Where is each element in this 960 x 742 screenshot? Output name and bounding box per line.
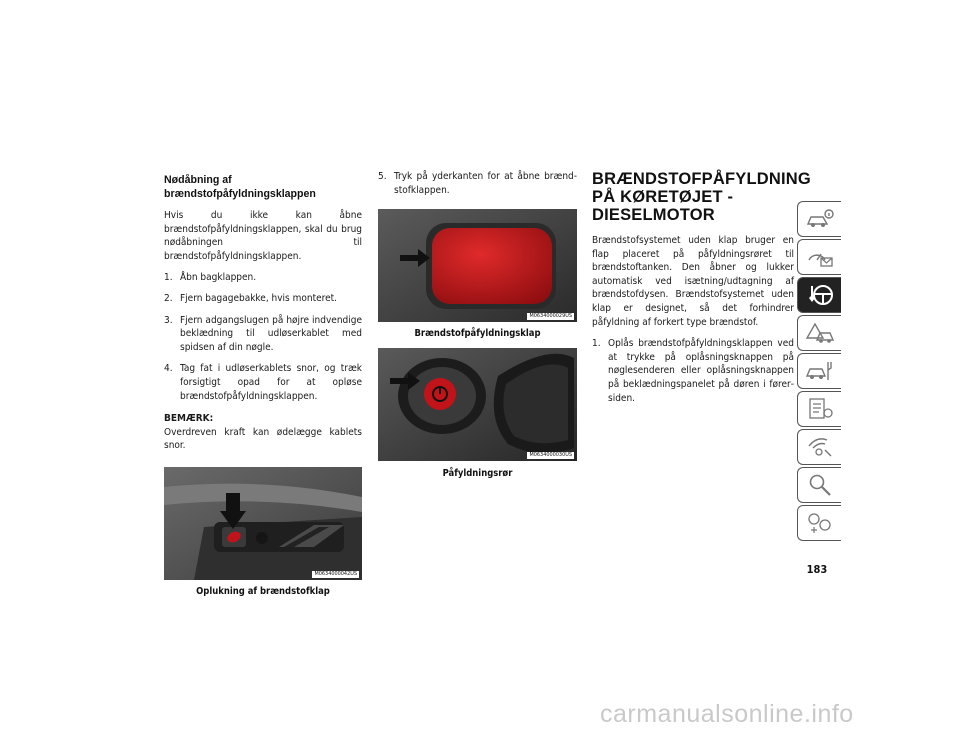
tab-car-info[interactable] (797, 201, 841, 237)
image-code: M0634000030US (529, 452, 572, 459)
column-middle (378, 170, 577, 480)
language-index-icon (805, 510, 835, 536)
list-item: 2. Fjern bagagebakke, hvis monteret. (164, 292, 338, 304)
section-subheading: Nødåbning af brændstofpåfyldningsklappen (164, 174, 316, 200)
magnifier-icon (805, 472, 835, 498)
filler-neck-photo (378, 348, 577, 461)
section-title: BRÆNDSTOFPÅFYLDNING PÅ KØRETØJET - DIESELMOTOR (592, 170, 811, 224)
image-code: M0634000042US (314, 570, 357, 577)
fuel-release-illustration (164, 467, 362, 580)
steering-wheel-icon (805, 282, 835, 308)
image-caption: Påfyldningsrør (442, 468, 513, 480)
chapter-tabs (797, 201, 841, 543)
tab-emergency[interactable] (797, 315, 841, 351)
page-number: 183 (806, 563, 828, 576)
column-right (592, 170, 811, 405)
image-code: M0634000029US (529, 313, 572, 320)
warning-car-icon (805, 320, 835, 346)
column-left (164, 173, 362, 598)
note-label: BEMÆRK: (164, 413, 214, 425)
note-text: Overdreven kraft kan ødelægge kablets snor. (164, 426, 362, 452)
tab-multimedia[interactable] (797, 429, 841, 465)
list-item: 1. Oplås brændstofpåfyldningsklappen ved at trykke på oplåsningsknappen på nøglesenderen eller oplåsningsknappen på beklædningspanelet på døren i førersiden. (592, 338, 794, 404)
tab-language-index[interactable] (797, 505, 841, 541)
tab-dashboard[interactable] (797, 239, 841, 275)
multimedia-icon (805, 434, 835, 460)
filler-neck-illustration (378, 348, 577, 461)
list-item: 1. Åbn bagklappen. (164, 272, 257, 284)
image-caption: Oplukning af brændstofklap (196, 585, 330, 597)
tab-maintenance[interactable] (797, 391, 841, 427)
intro-paragraph: Hvis du ikke kan åbne brændstofpåfyldningsklappen, skal du brug nødåbningen til brændstofpåfyldningsklappen. (164, 210, 362, 262)
tab-search[interactable] (797, 467, 841, 503)
list-item: 5. Tryk på yderkanten for at åbne brændstofklappen. (378, 171, 577, 196)
dashboard-envelope-icon (805, 244, 835, 270)
list-item: 3. Fjern adgangslugen på højre indvendige beklædning til udløserkablet med spidsen af din nøgle. (164, 314, 362, 353)
car-service-icon (805, 358, 835, 384)
maintenance-list-icon (805, 396, 835, 422)
fuel-door-illustration (378, 209, 577, 322)
fuel-door-photo (378, 209, 577, 322)
tab-service[interactable] (797, 353, 841, 389)
car-info-icon (805, 206, 835, 232)
intro-paragraph: Brændstofsystemet uden klap bruger en flap placeret på påfyldningsrøret til brændstoftanken. Den åbner og lukker automatisk ved isætning/udtagning af brændstofdysen. Brændstofsystemet uden klap er designet, så det forhindrer påfyldning af forkert type brændstof. (592, 235, 794, 328)
fuel-release-photo (164, 467, 362, 580)
list-item: 4. Tag fat i udløserkablets snor, og træk forsigtigt opad for at opløse brændstofpåfyldningsklappen. (164, 363, 362, 402)
tab-starting-operating[interactable] (797, 277, 841, 313)
watermark: carmanualsonline.info (600, 700, 854, 728)
image-caption: Brændstofpåfyldningsklap (414, 328, 541, 340)
